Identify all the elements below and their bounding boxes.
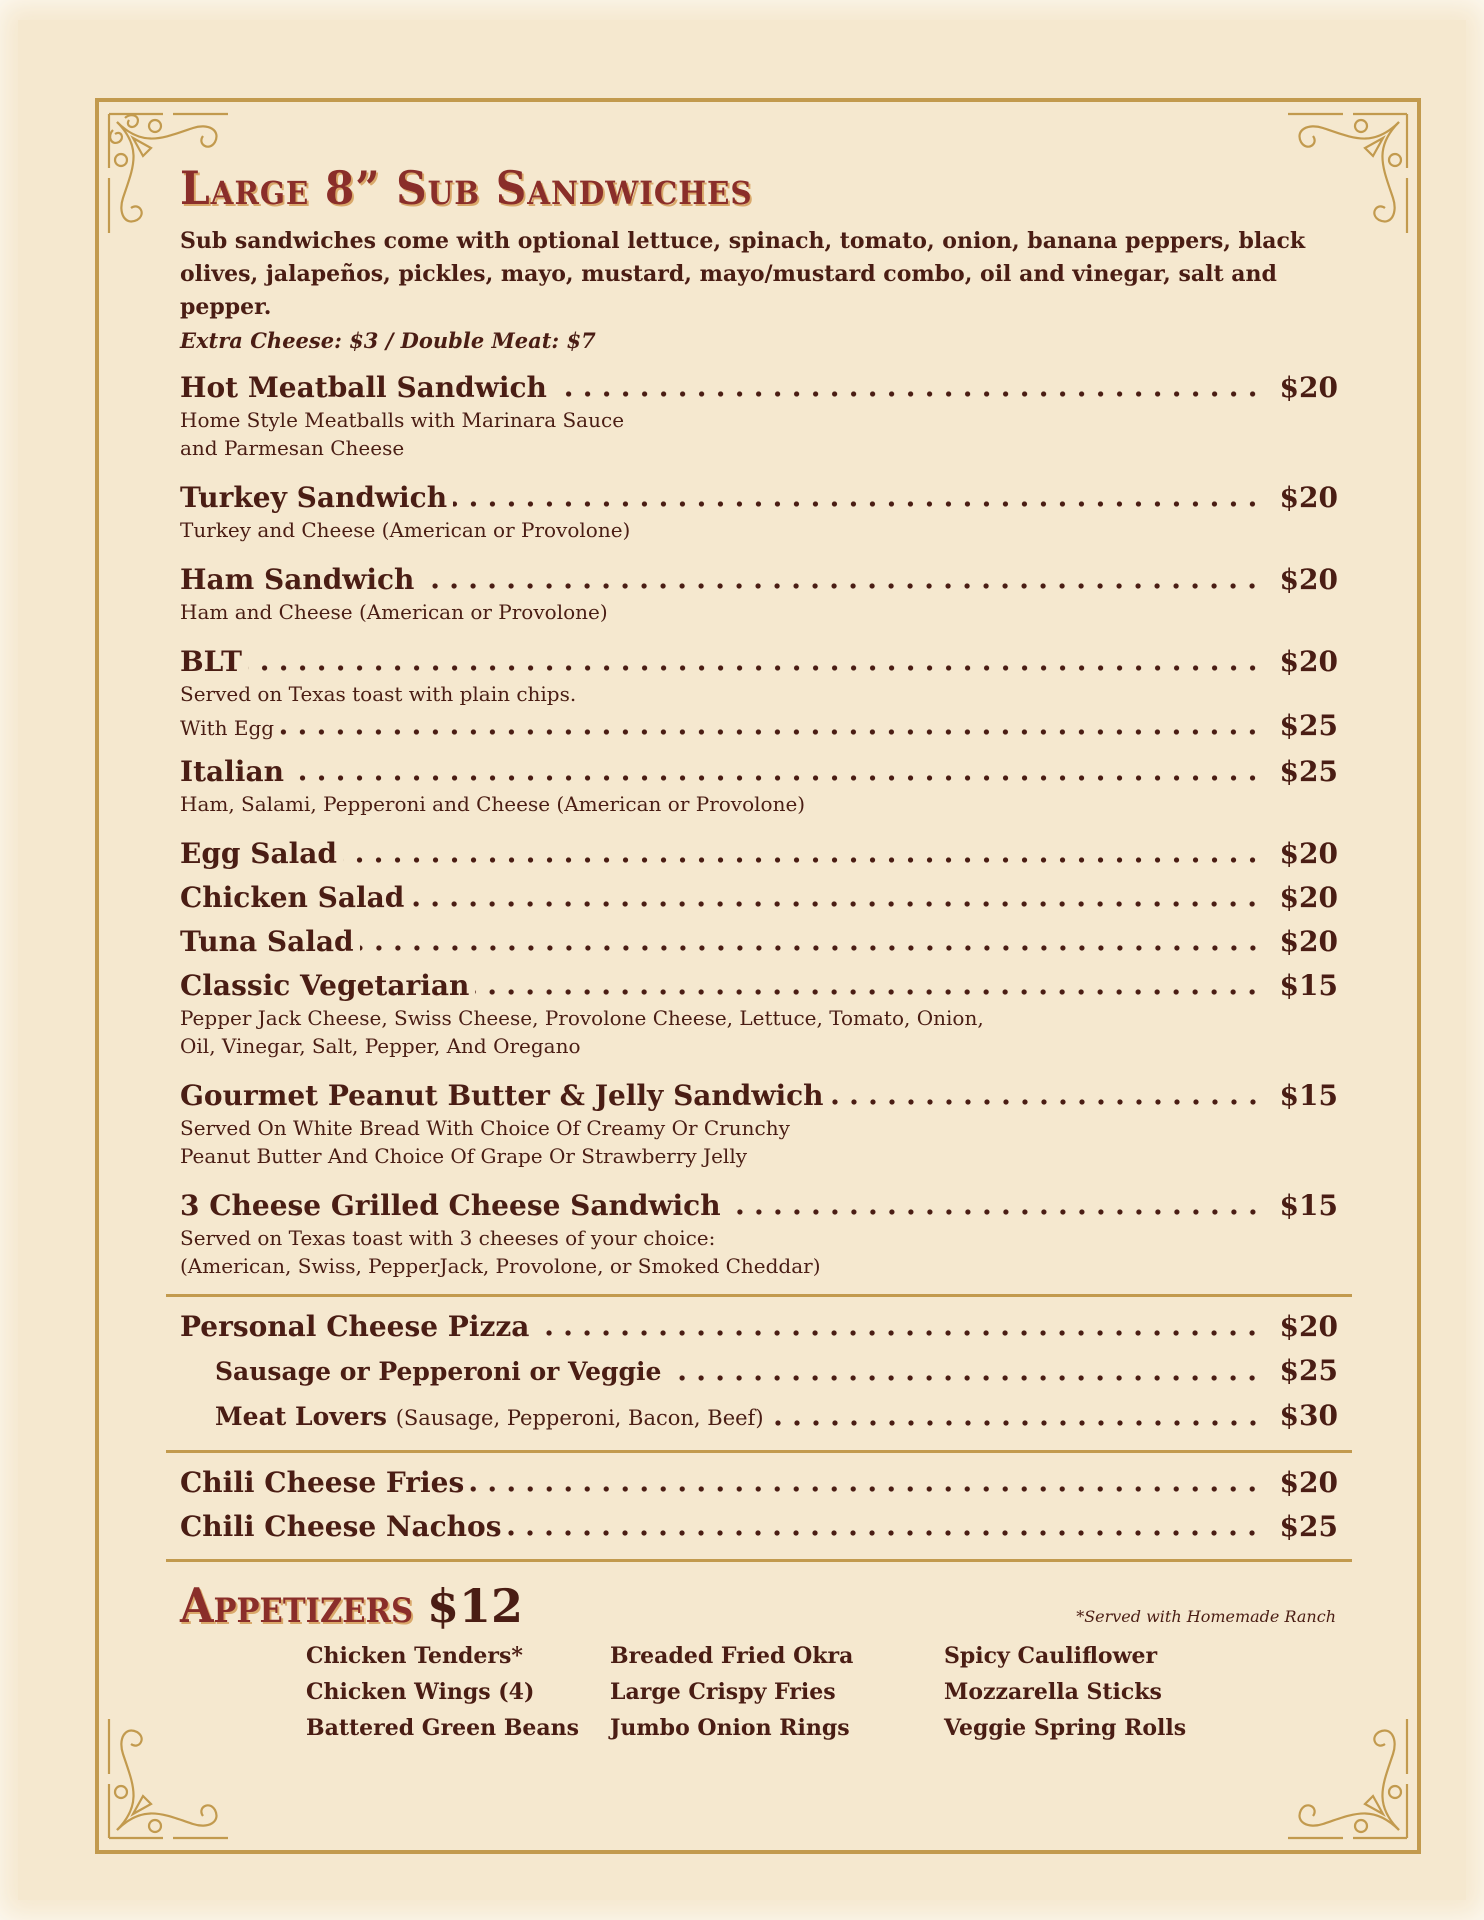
section-divider: [166, 1294, 1352, 1297]
appetizers-list: [306, 1638, 1338, 1746]
item-price: $20: [1279, 881, 1338, 914]
item-description: Oil, Vinegar, Salt, Pepper, And Oregano: [180, 1034, 581, 1058]
appetizers-header: [180, 1578, 1338, 1634]
option-name: With Egg: [180, 716, 275, 740]
option-name-text: Meat Lovers: [215, 1402, 387, 1431]
item-price: $20: [1279, 1310, 1338, 1343]
menu-item: [180, 836, 1338, 872]
sub-sandwiches-intro: Sub sandwiches come with optional lettuce, spinach, tomato, onion, banana peppers, black olives, jalapeños, pickles, mayo, mustard, mayo/mustard combo, oil and vinegar, salt and pepper.: [180, 228, 1306, 320]
item-price: $20: [1279, 1466, 1338, 1499]
appetizer-item: Breaded Fried Okra: [610, 1643, 854, 1669]
option-price: $25: [1279, 1354, 1338, 1387]
appetizer-item: Veggie Spring Rolls: [944, 1715, 1187, 1741]
item-name: Classic Vegetarian: [180, 969, 470, 1002]
item-price: $15: [1279, 1189, 1338, 1222]
pizza-option: [180, 1353, 1338, 1390]
menu-item: [180, 1078, 1338, 1170]
extras-pricing: Extra Cheese: $3 / Double Meat: $7: [180, 328, 596, 353]
section-divider: [166, 1559, 1352, 1562]
menu-item: [180, 968, 1338, 1060]
appetizer-item: Spicy Cauliflower: [944, 1643, 1158, 1669]
dot-leader: [248, 664, 1262, 672]
sub-sandwiches-title: Large 8” Sub Sandwiches: [180, 161, 753, 215]
menu-page: [18, 20, 1466, 1900]
item-description: Served on Texas toast with plain chips.: [180, 682, 577, 706]
item-description: Served on Texas toast with 3 cheeses of your choice:: [180, 1226, 716, 1250]
chili-item: [180, 1509, 1338, 1545]
dot-leader: [470, 1485, 1262, 1493]
pizza-item: [180, 1309, 1338, 1345]
menu-item: [180, 754, 1338, 818]
option-price: $25: [1279, 709, 1338, 742]
item-price: $20: [1279, 563, 1338, 596]
appetizer-item: Large Crispy Fries: [610, 1679, 836, 1705]
item-description: and Parmesan Cheese: [180, 436, 405, 460]
menu-item: [180, 480, 1338, 544]
item-name: Chili Cheese Fries: [180, 1466, 465, 1499]
item-price: $20: [1279, 837, 1338, 870]
menu-item: [180, 562, 1338, 626]
chili-item: [180, 1465, 1338, 1501]
dot-leader: [280, 728, 1262, 736]
dot-leader: [410, 900, 1262, 908]
item-description: Ham, Salami, Pepperoni and Cheese (American or Provolone): [180, 792, 806, 816]
menu-item: [180, 370, 1338, 462]
menu-content: [180, 161, 1338, 1746]
menu-item: [180, 924, 1338, 960]
appetizer-item: Battered Green Beans: [306, 1715, 580, 1741]
appetizer-item: Jumbo Onion Rings: [610, 1715, 850, 1741]
menu-item: [180, 644, 1338, 744]
item-name: 3 Cheese Grilled Cheese Sandwich: [180, 1189, 721, 1222]
item-price: $20: [1279, 481, 1338, 514]
item-description: Served On White Bread With Choice Of Creamy Or Crunchy: [180, 1116, 790, 1140]
dot-leader: [553, 390, 1262, 398]
item-option: [180, 708, 1338, 744]
dot-leader: [535, 1329, 1262, 1337]
item-price: $20: [1279, 925, 1338, 958]
option-price: $30: [1279, 1399, 1338, 1432]
item-name: Gourmet Peanut Butter & Jelly Sandwich: [180, 1079, 824, 1112]
dot-leader: [290, 774, 1262, 782]
item-price: $20: [1279, 645, 1338, 678]
item-name: BLT: [180, 645, 242, 678]
appetizers-note: *Served with Homemade Ranch: [1076, 1607, 1336, 1626]
dot-leader: [343, 856, 1262, 864]
item-name: Personal Cheese Pizza: [180, 1310, 530, 1343]
item-price: $25: [1279, 1510, 1338, 1543]
appetizer-item: Mozzarella Sticks: [944, 1679, 1162, 1705]
item-name: Turkey Sandwich: [180, 481, 448, 514]
appetizer-item: Chicken Wings (4): [306, 1679, 535, 1705]
dot-leader: [830, 1098, 1262, 1106]
item-name: Chicken Salad: [180, 881, 405, 914]
menu-item: [180, 880, 1338, 916]
item-description: Pepper Jack Cheese, Swiss Cheese, Provolone Cheese, Lettuce, Tomato, Onion,: [180, 1006, 984, 1030]
appetizers-price: $12: [427, 1579, 524, 1633]
item-name: Italian: [180, 755, 284, 788]
menu-item: [180, 1188, 1338, 1280]
item-description: (American, Swiss, PepperJack, Provolone, or Smoked Cheddar): [180, 1254, 821, 1278]
item-name: Chili Cheese Nachos: [180, 1510, 502, 1543]
item-name: Tuna Salad: [180, 925, 354, 958]
dot-leader: [667, 1374, 1262, 1382]
item-description: Ham and Cheese (American or Provolone): [180, 600, 608, 624]
dot-leader: [453, 500, 1262, 508]
item-name: Ham Sandwich: [180, 563, 415, 596]
pizza-option: [180, 1398, 1338, 1436]
option-name: [215, 1399, 764, 1436]
dot-leader: [475, 988, 1262, 996]
item-description: Peanut Butter And Choice Of Grape Or Strawberry Jelly: [180, 1144, 748, 1168]
item-description: Home Style Meatballs with Marinara Sauce: [180, 408, 625, 432]
option-name: Sausage or Pepperoni or Veggie: [215, 1357, 662, 1386]
dot-leader: [420, 582, 1262, 590]
appetizer-item: Chicken Tenders*: [306, 1643, 523, 1669]
item-price: $20: [1279, 371, 1338, 404]
dot-leader: [727, 1208, 1262, 1216]
item-price: $15: [1279, 969, 1338, 1002]
item-description: Turkey and Cheese (American or Provolone): [180, 518, 631, 542]
item-name: Egg Salad: [180, 837, 337, 870]
dot-leader: [507, 1529, 1262, 1537]
dot-leader: [770, 1419, 1262, 1427]
item-price: $15: [1279, 1079, 1338, 1112]
dot-leader: [360, 944, 1262, 952]
item-price: $25: [1279, 755, 1338, 788]
option-detail: (Sausage, Pepperoni, Bacon, Beef): [395, 1406, 764, 1430]
item-name: Hot Meatball Sandwich: [180, 371, 547, 404]
appetizers-title: Appetizers: [180, 1578, 414, 1634]
section-divider: [166, 1450, 1352, 1453]
